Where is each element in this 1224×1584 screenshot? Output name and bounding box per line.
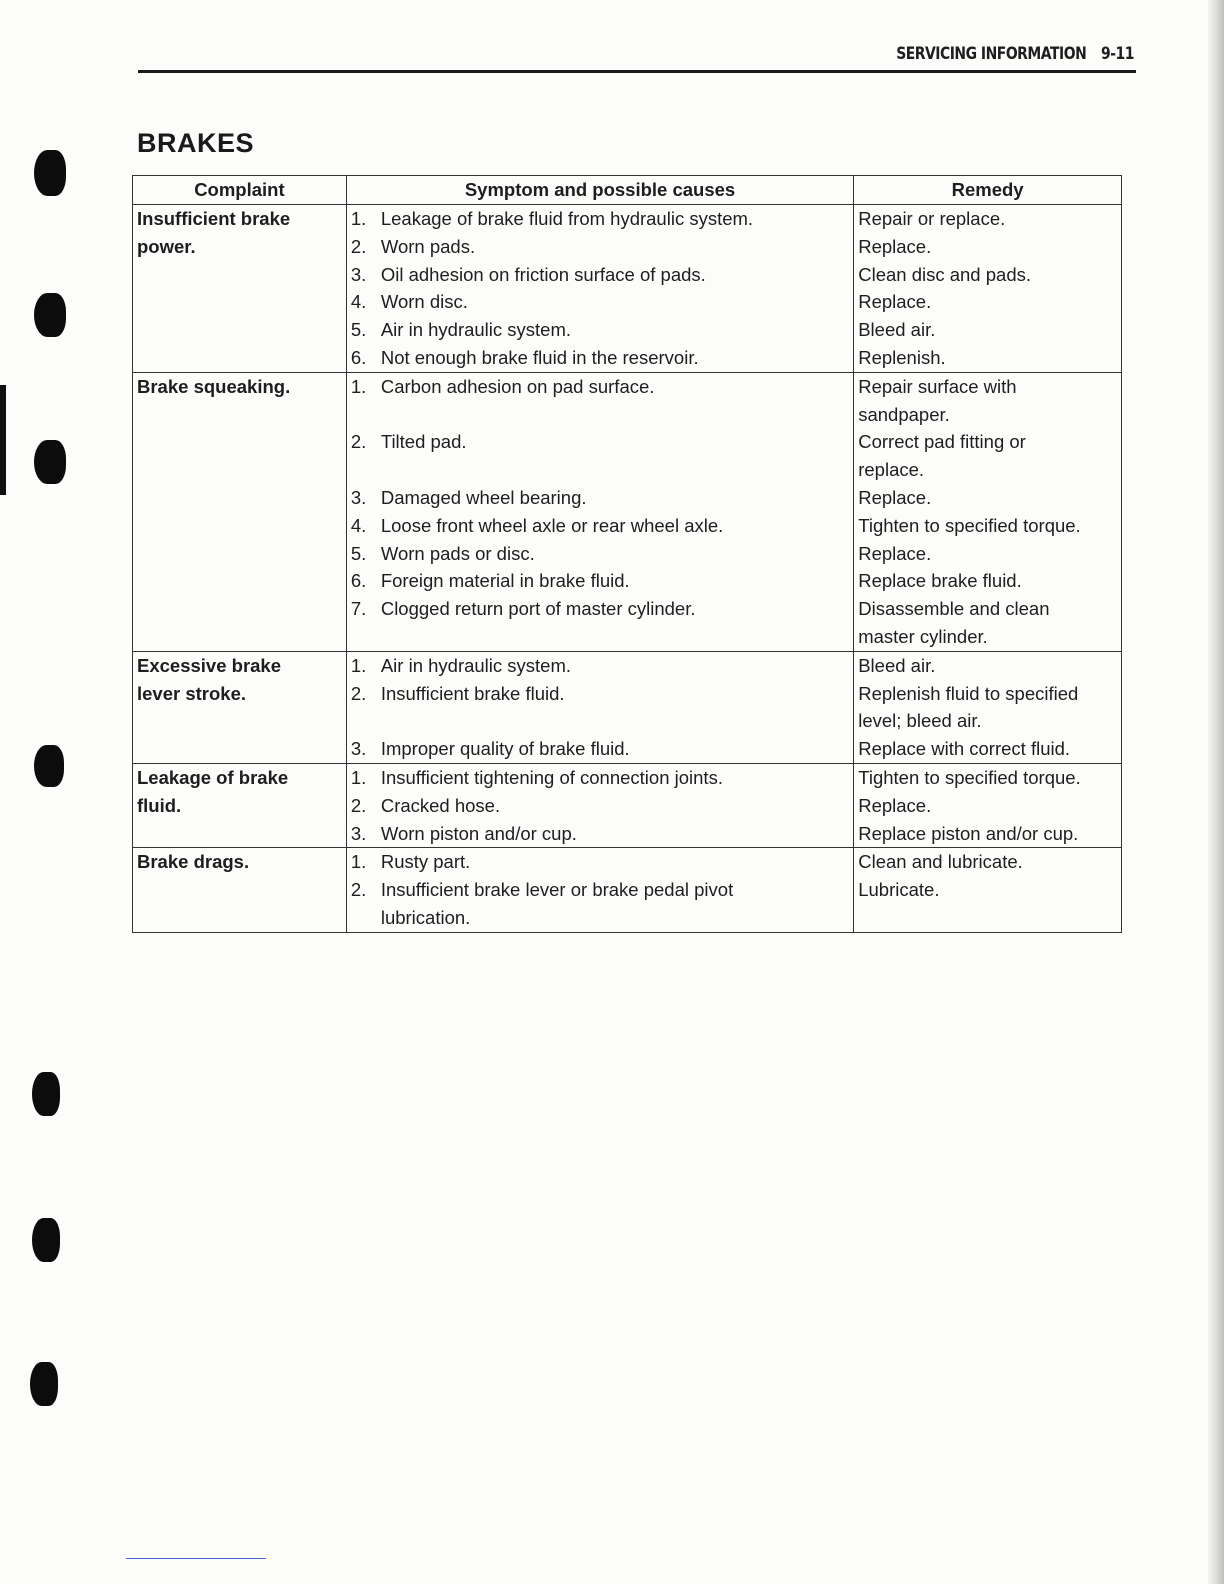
- cause-number: 4.: [350, 514, 367, 536]
- cause-text: Tilted pad.: [380, 431, 467, 453]
- remedy-text: Repair or replace.: [858, 208, 1006, 229]
- cause-item: [351, 316, 849, 344]
- remedy-text: Replace.: [858, 794, 932, 816]
- cause-text: [381, 401, 849, 429]
- scan-edge-mark: [0, 385, 6, 495]
- cause-number: [351, 456, 381, 484]
- page-edge: [1208, 0, 1224, 1584]
- complaint-cell: [133, 205, 347, 373]
- page-header: [138, 44, 1136, 73]
- cause-item: [351, 512, 849, 540]
- cause-item: [351, 540, 849, 568]
- cause-text: Loose front wheel axle or rear wheel axle.: [380, 514, 724, 536]
- remedy-text: [858, 904, 1117, 932]
- cause-text: Leakage of brake fluid from hydraulic system.: [380, 208, 754, 229]
- column-header-symptom: Symptom and possible causes: [346, 176, 853, 205]
- cause-item: [351, 484, 849, 512]
- remedy-text: Tighten to specified torque.: [858, 766, 1081, 788]
- binder-hole: [34, 745, 64, 787]
- cause-text: Carbon adhesion on pad surface.: [380, 375, 655, 397]
- cause-text: Worn pads or disc.: [380, 542, 535, 564]
- complaint-cell: [133, 372, 347, 651]
- cause-item: [351, 792, 849, 820]
- column-header-complaint: Complaint: [133, 176, 347, 205]
- cause-item: [351, 456, 849, 484]
- table-header-row: [133, 176, 1122, 205]
- remedy-text: Disassemble and clean: [858, 598, 1050, 620]
- table-body: [133, 205, 1122, 933]
- binder-hole: [34, 150, 66, 196]
- cause-number: [351, 623, 381, 651]
- binder-hole: [32, 1072, 60, 1116]
- cause-text: Insufficient brake fluid.: [380, 682, 565, 704]
- cause-text: Oil adhesion on friction surface of pads.: [380, 263, 706, 285]
- remedy-text: Clean disc and pads.: [858, 263, 1031, 285]
- table-row: [133, 205, 1122, 373]
- complaint-cell: [133, 763, 347, 847]
- cause-item: [351, 373, 849, 401]
- remedy-text: Replenish.: [858, 346, 946, 368]
- binder-hole: [30, 1362, 58, 1406]
- section-title: BRAKES: [137, 128, 255, 158]
- remedy-text: Bleed air.: [858, 319, 936, 341]
- complaint-cell: [133, 651, 347, 763]
- cause-number: 6.: [350, 570, 367, 592]
- cause-number: 2.: [350, 235, 367, 257]
- header-page-number: 9-11: [1101, 44, 1134, 64]
- cause-item: [351, 233, 849, 261]
- cause-item: [351, 288, 849, 316]
- cause-item: [351, 707, 849, 735]
- table-row: [133, 372, 1122, 651]
- cause-number: 3.: [350, 486, 367, 508]
- cause-number: 5.: [350, 542, 367, 564]
- cause-text: lubrication.: [380, 906, 471, 928]
- remedy-text: Tighten to specified torque.: [858, 514, 1081, 536]
- cause-text: Worn disc.: [380, 291, 468, 313]
- cause-item: [351, 904, 849, 932]
- remedy-text: sandpaper.: [858, 403, 950, 425]
- remedy-cell: [854, 651, 1122, 763]
- remedy-text: Clean and lubricate.: [858, 851, 1023, 873]
- complaint-text: fluid.: [137, 794, 182, 816]
- remedy-text: Replace brake fluid.: [858, 570, 1022, 592]
- cause-number: 3.: [350, 822, 367, 844]
- symptom-cell: [346, 763, 853, 847]
- remedy-text: Replace with correct fluid.: [858, 738, 1071, 760]
- cause-item: [351, 848, 849, 876]
- symptom-cell: [346, 205, 853, 373]
- footer-rule: [126, 1558, 266, 1559]
- remedy-text: Replace.: [858, 235, 932, 257]
- cause-item: [351, 261, 849, 289]
- cause-number: 2.: [350, 879, 367, 901]
- cause-item: [351, 205, 849, 233]
- cause-text: Worn pads.: [380, 235, 476, 257]
- cause-number: 2.: [350, 431, 367, 453]
- table-row: [133, 848, 1122, 932]
- remedy-text: Lubricate.: [858, 879, 940, 901]
- binder-hole: [32, 1218, 60, 1262]
- cause-item: [351, 428, 849, 456]
- cause-text: Worn piston and/or cup.: [380, 822, 577, 844]
- cause-number: [351, 904, 381, 932]
- cause-text: Damaged wheel bearing.: [380, 486, 587, 508]
- binder-hole: [34, 293, 66, 337]
- remedy-cell: [854, 205, 1122, 373]
- complaint-text: Insufficient brake: [137, 208, 291, 229]
- cause-text: Not enough brake fluid in the reservoir.: [380, 346, 699, 368]
- cause-number: 6.: [350, 346, 367, 368]
- symptom-cell: [346, 848, 853, 932]
- header-section: SERVICING INFORMATION: [896, 44, 1087, 64]
- cause-number: [351, 707, 381, 735]
- cause-text: Cracked hose.: [380, 794, 501, 816]
- cause-text: Insufficient brake lever or brake pedal pivot: [380, 879, 734, 901]
- cause-text: [381, 707, 849, 735]
- cause-number: 1.: [350, 766, 367, 788]
- cause-text: Air in hydraulic system.: [380, 319, 572, 341]
- cause-item: [351, 344, 849, 372]
- cause-item: [351, 735, 849, 763]
- cause-text: Clogged return port of master cylinder.: [380, 598, 696, 620]
- cause-number: 1.: [350, 208, 367, 229]
- symptom-cell: [346, 372, 853, 651]
- cause-text: Air in hydraulic system.: [380, 654, 572, 676]
- complaint-text: Brake squeaking.: [137, 375, 291, 397]
- remedy-text: level; bleed air.: [858, 710, 982, 732]
- cause-number: 1.: [350, 375, 367, 397]
- remedy-text: Replace.: [858, 486, 932, 508]
- complaint-text: Excessive brake: [137, 654, 282, 676]
- remedy-cell: [854, 372, 1122, 651]
- table-row: [133, 651, 1122, 763]
- cause-number: [351, 401, 381, 429]
- binder-hole: [34, 440, 66, 484]
- remedy-text: Replace.: [858, 542, 932, 564]
- symptom-cell: [346, 651, 853, 763]
- column-header-remedy: Remedy: [854, 176, 1122, 205]
- cause-item: [351, 652, 849, 680]
- header-text: [896, 44, 1134, 64]
- cause-text: Rusty part.: [380, 851, 471, 873]
- cause-number: 3.: [350, 263, 367, 285]
- remedy-cell: [854, 763, 1122, 847]
- cause-number: 7.: [350, 598, 367, 620]
- troubleshooting-table: [132, 175, 1122, 933]
- complaint-text: power.: [137, 235, 196, 257]
- remedy-text: Repair surface with: [858, 375, 1017, 397]
- table-row: [133, 763, 1122, 847]
- cause-number: 2.: [350, 794, 367, 816]
- remedy-text: Replace piston and/or cup.: [858, 822, 1079, 844]
- cause-item: [351, 401, 849, 429]
- cause-number: 1.: [350, 654, 367, 676]
- cause-number: 3.: [350, 738, 367, 760]
- cause-item: [351, 764, 849, 792]
- cause-number: 4.: [350, 291, 367, 313]
- cause-number: 1.: [350, 851, 367, 873]
- cause-item: [351, 567, 849, 595]
- cause-item: [351, 876, 849, 904]
- remedy-text: replace.: [858, 459, 925, 481]
- cause-item: [351, 623, 849, 651]
- remedy-cell: [854, 848, 1122, 932]
- cause-text: [381, 623, 849, 651]
- remedy-text: Replenish fluid to specified: [858, 682, 1079, 704]
- remedy-text: Replace.: [858, 291, 932, 313]
- remedy-text: master cylinder.: [858, 625, 988, 647]
- cause-item: [351, 820, 849, 848]
- complaint-cell: [133, 848, 347, 932]
- complaint-text: Leakage of brake: [137, 766, 289, 788]
- cause-text: Improper quality of brake fluid.: [380, 738, 630, 760]
- cause-number: 2.: [350, 682, 367, 704]
- cause-item: [351, 680, 849, 708]
- cause-text: Foreign material in brake fluid.: [380, 570, 630, 592]
- cause-item: [351, 595, 849, 623]
- complaint-text: lever stroke.: [137, 682, 247, 704]
- cause-text: [381, 456, 849, 484]
- remedy-text: Bleed air.: [858, 654, 936, 676]
- cause-text: Insufficient tightening of connection joints.: [380, 766, 723, 788]
- cause-number: 5.: [350, 319, 367, 341]
- complaint-text: Brake drags.: [137, 851, 250, 873]
- remedy-text: Correct pad fitting or: [858, 431, 1026, 453]
